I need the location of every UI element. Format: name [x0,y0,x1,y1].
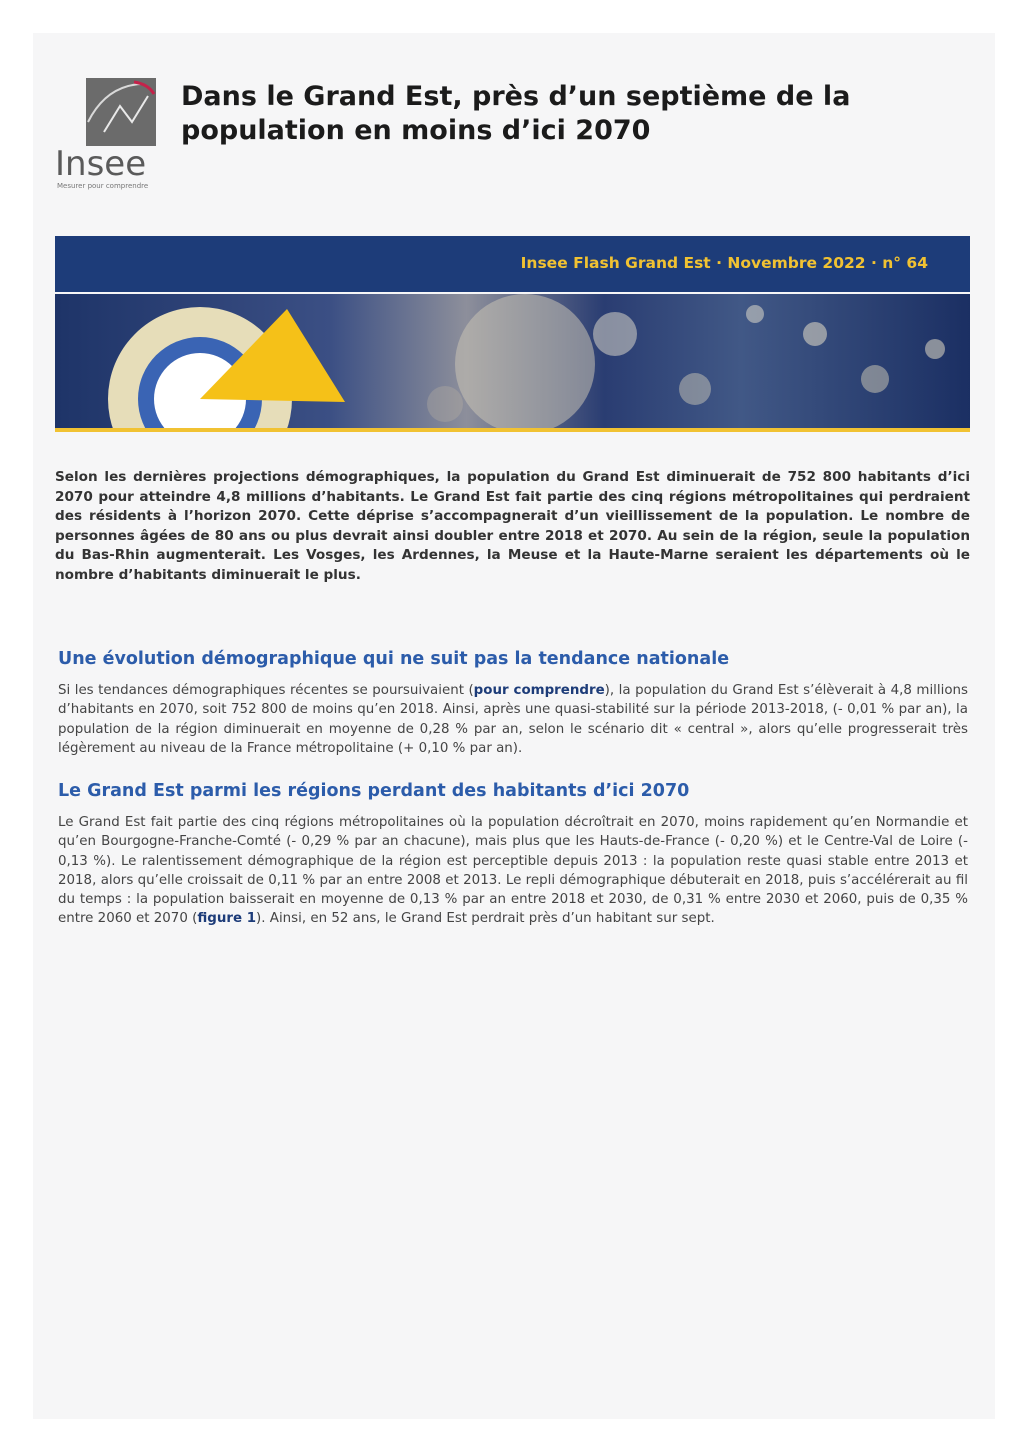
publication-banner [55,236,970,292]
lead-paragraph: Selon les dernières projections démographiques, la population du Grand Est diminuerait de 752 800 habitants d’ici 2070 pour atteindre 4,8 millions d’habitants. Le Grand Est fait partie des cinq régions métropolitaines qui perdraient des résidents à l’horizon 2070. Cette déprise s’accompagnerait d’un vieillissement de la population. Le nombre de personnes âgées de 80 ans ou plus devrait ainsi doubler entre 2018 et 2070. Au sein de la région, seule la population du Bas-Rhin augmenterait. Les Vosges, les Ardennes, la Meuse et la Haute-Marne seraient les départements où le nombre d’habitants diminuerait le plus. [55,469,970,583]
section-1-text-end: ), la population du Grand Est s’élèverait à 4,8 millions d’habitants en 2070, soit 752 800 de moins qu’en 2018. Ainsi, après une quasi-stabilité sur la période 2013-2018, (- 0,01 % par an), la population de la région diminuerait en moyenne de 0,28 % par an, selon le scénario dit « central », alors qu’elle progresserait très légèrement au niveau de la France métropolitaine (+ 0,10 % par an). [58,683,968,756]
figure-1-link[interactable]: figure 1 [197,911,257,927]
logo-mark-icon [86,78,156,146]
section-2-text-end: ). Ainsi, en 52 ans, le Grand Est perdrait près d’un habitant sur sept. [256,911,715,927]
section-heading-2: Le Grand Est parmi les régions perdant des habitants d’ici 2070 [58,781,690,801]
logo-tagline: Mesurer pour comprendre [57,182,149,190]
pour-comprendre-link[interactable]: pour comprendre [473,683,605,698]
cover-graphic [55,294,970,432]
publication-reference: Insee Flash Grand Est · Novembre 2022 · n° 64 [520,254,928,272]
section-heading-1: Une évolution démographique qui ne suit pas la tendance nationale [58,649,730,669]
section-1-paragraph [58,681,968,758]
cover-illustration [55,294,970,432]
section-1-text-start: Si les tendances démographiques récentes se poursuivaient ( [58,683,474,698]
page-title: Dans le Grand Est, près d’un septième de la population en moins d’ici 2070 [181,81,851,146]
section-2-text-start: Le Grand Est fait partie des cinq régions métropolitaines où la population décroîtrait en 2070, moins rapidement qu’en Normandie et qu’en Bourgogne-Franche-Comté (- 0,29 % par an chacune), mais plus que les Hauts-de-France (- 0,20 %) et le Centre-Val de Loire (- 0,13 %). Le ralentissement démographique de la région est perceptible depuis 2013 : la population reste quasi stable entre 2013 et 2018, alors qu’elle croissait de 0,11 % par an entre 2008 et 2013. Le repli démographique débuterait en 2018, puis s’accélérerait au fil du temps : la population baisserait en moyenne de 0,13 % par an entre 2018 et 2030, de 0,31 % entre 2030 et 2060, puis de 0,35 % entre 2060 et 2070 ( [58,815,968,927]
cover-underline [55,428,970,432]
section-2-paragraph [58,813,968,929]
insee-logo [55,78,159,196]
logo-wordmark: Insee [55,144,147,184]
